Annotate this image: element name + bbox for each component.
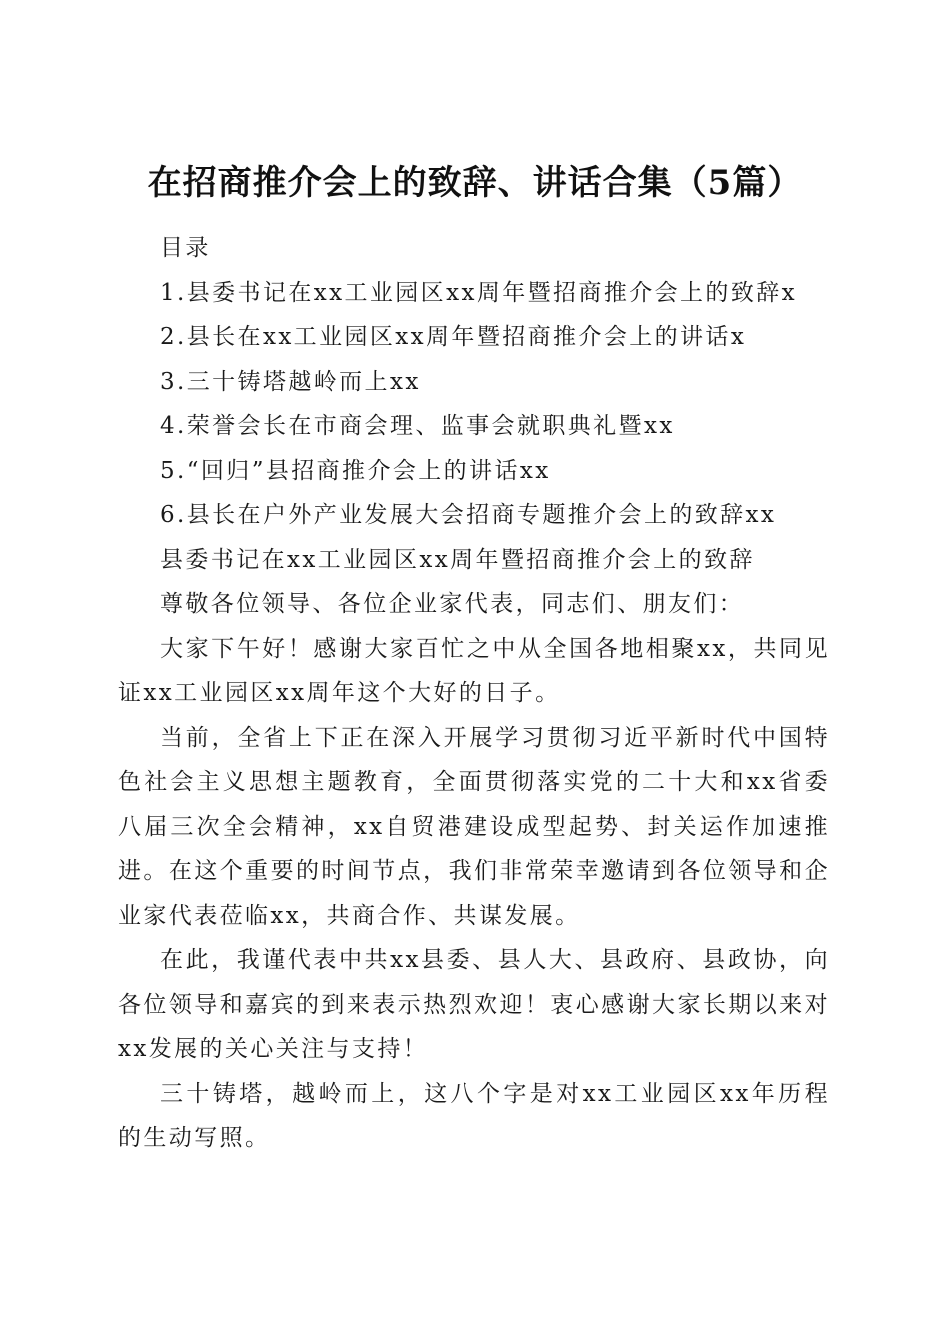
document-title: 在招商推介会上的致辞、讲话合集（5篇） <box>147 162 803 203</box>
toc-item: 3.三十铸塔越岭而上xx <box>160 368 421 395</box>
salutation: 尊敬各位领导、各位企业家代表，同志们、朋友们： <box>160 591 745 617</box>
toc-item: 4.荣誉会长在市商会理、监事会就职典礼暨xx <box>160 413 675 439</box>
body-paragraph: 大家下午好！感谢大家百忙之中从全国各地相聚xx，共同见证xx工业园区xx周年这个大好的日子。 <box>118 635 830 706</box>
document-body <box>118 226 830 1161</box>
body-paragraph: 在此，我谨代表中共xx县委、县人大、县政府、县政协，向各位领导和嘉宾的到来表示热烈欢迎！衷心感谢大家长期以来对xx发展的关心关注与支持！ <box>118 947 830 1062</box>
section-title: 县委书记在xx工业园区xx周年暨招商推介会上的致辞 <box>160 546 755 573</box>
body-paragraph: 三十铸塔，越岭而上，这八个字是对xx工业园区xx年历程的生动写照。 <box>118 1080 830 1151</box>
toc-heading: 目录 <box>160 235 211 261</box>
toc-item: 6.县长在户外产业发展大会招商专题推介会上的致辞xx <box>160 502 777 528</box>
toc-item: 2.县长在xx工业园区xx周年暨招商推介会上的讲话x <box>160 324 747 350</box>
body-paragraph: 当前，全省上下正在深入开展学习贯彻习近平新时代中国特色社会主义思想主题教育，全面贯彻落实党的二十大和xx省委八届三次全会精神，xx自贸港建设成型起势、封关运作加速推进。在这个重要的时间节点，我们非常荣幸邀请到各位领导和企业家代表莅临xx，共商合作、共谋发展。 <box>118 724 830 929</box>
toc-item: 1.县委书记在xx工业园区xx周年暨招商推介会上的致辞x <box>160 279 798 306</box>
toc-item: 5.“回归”县招商推介会上的讲话xx <box>160 457 551 484</box>
